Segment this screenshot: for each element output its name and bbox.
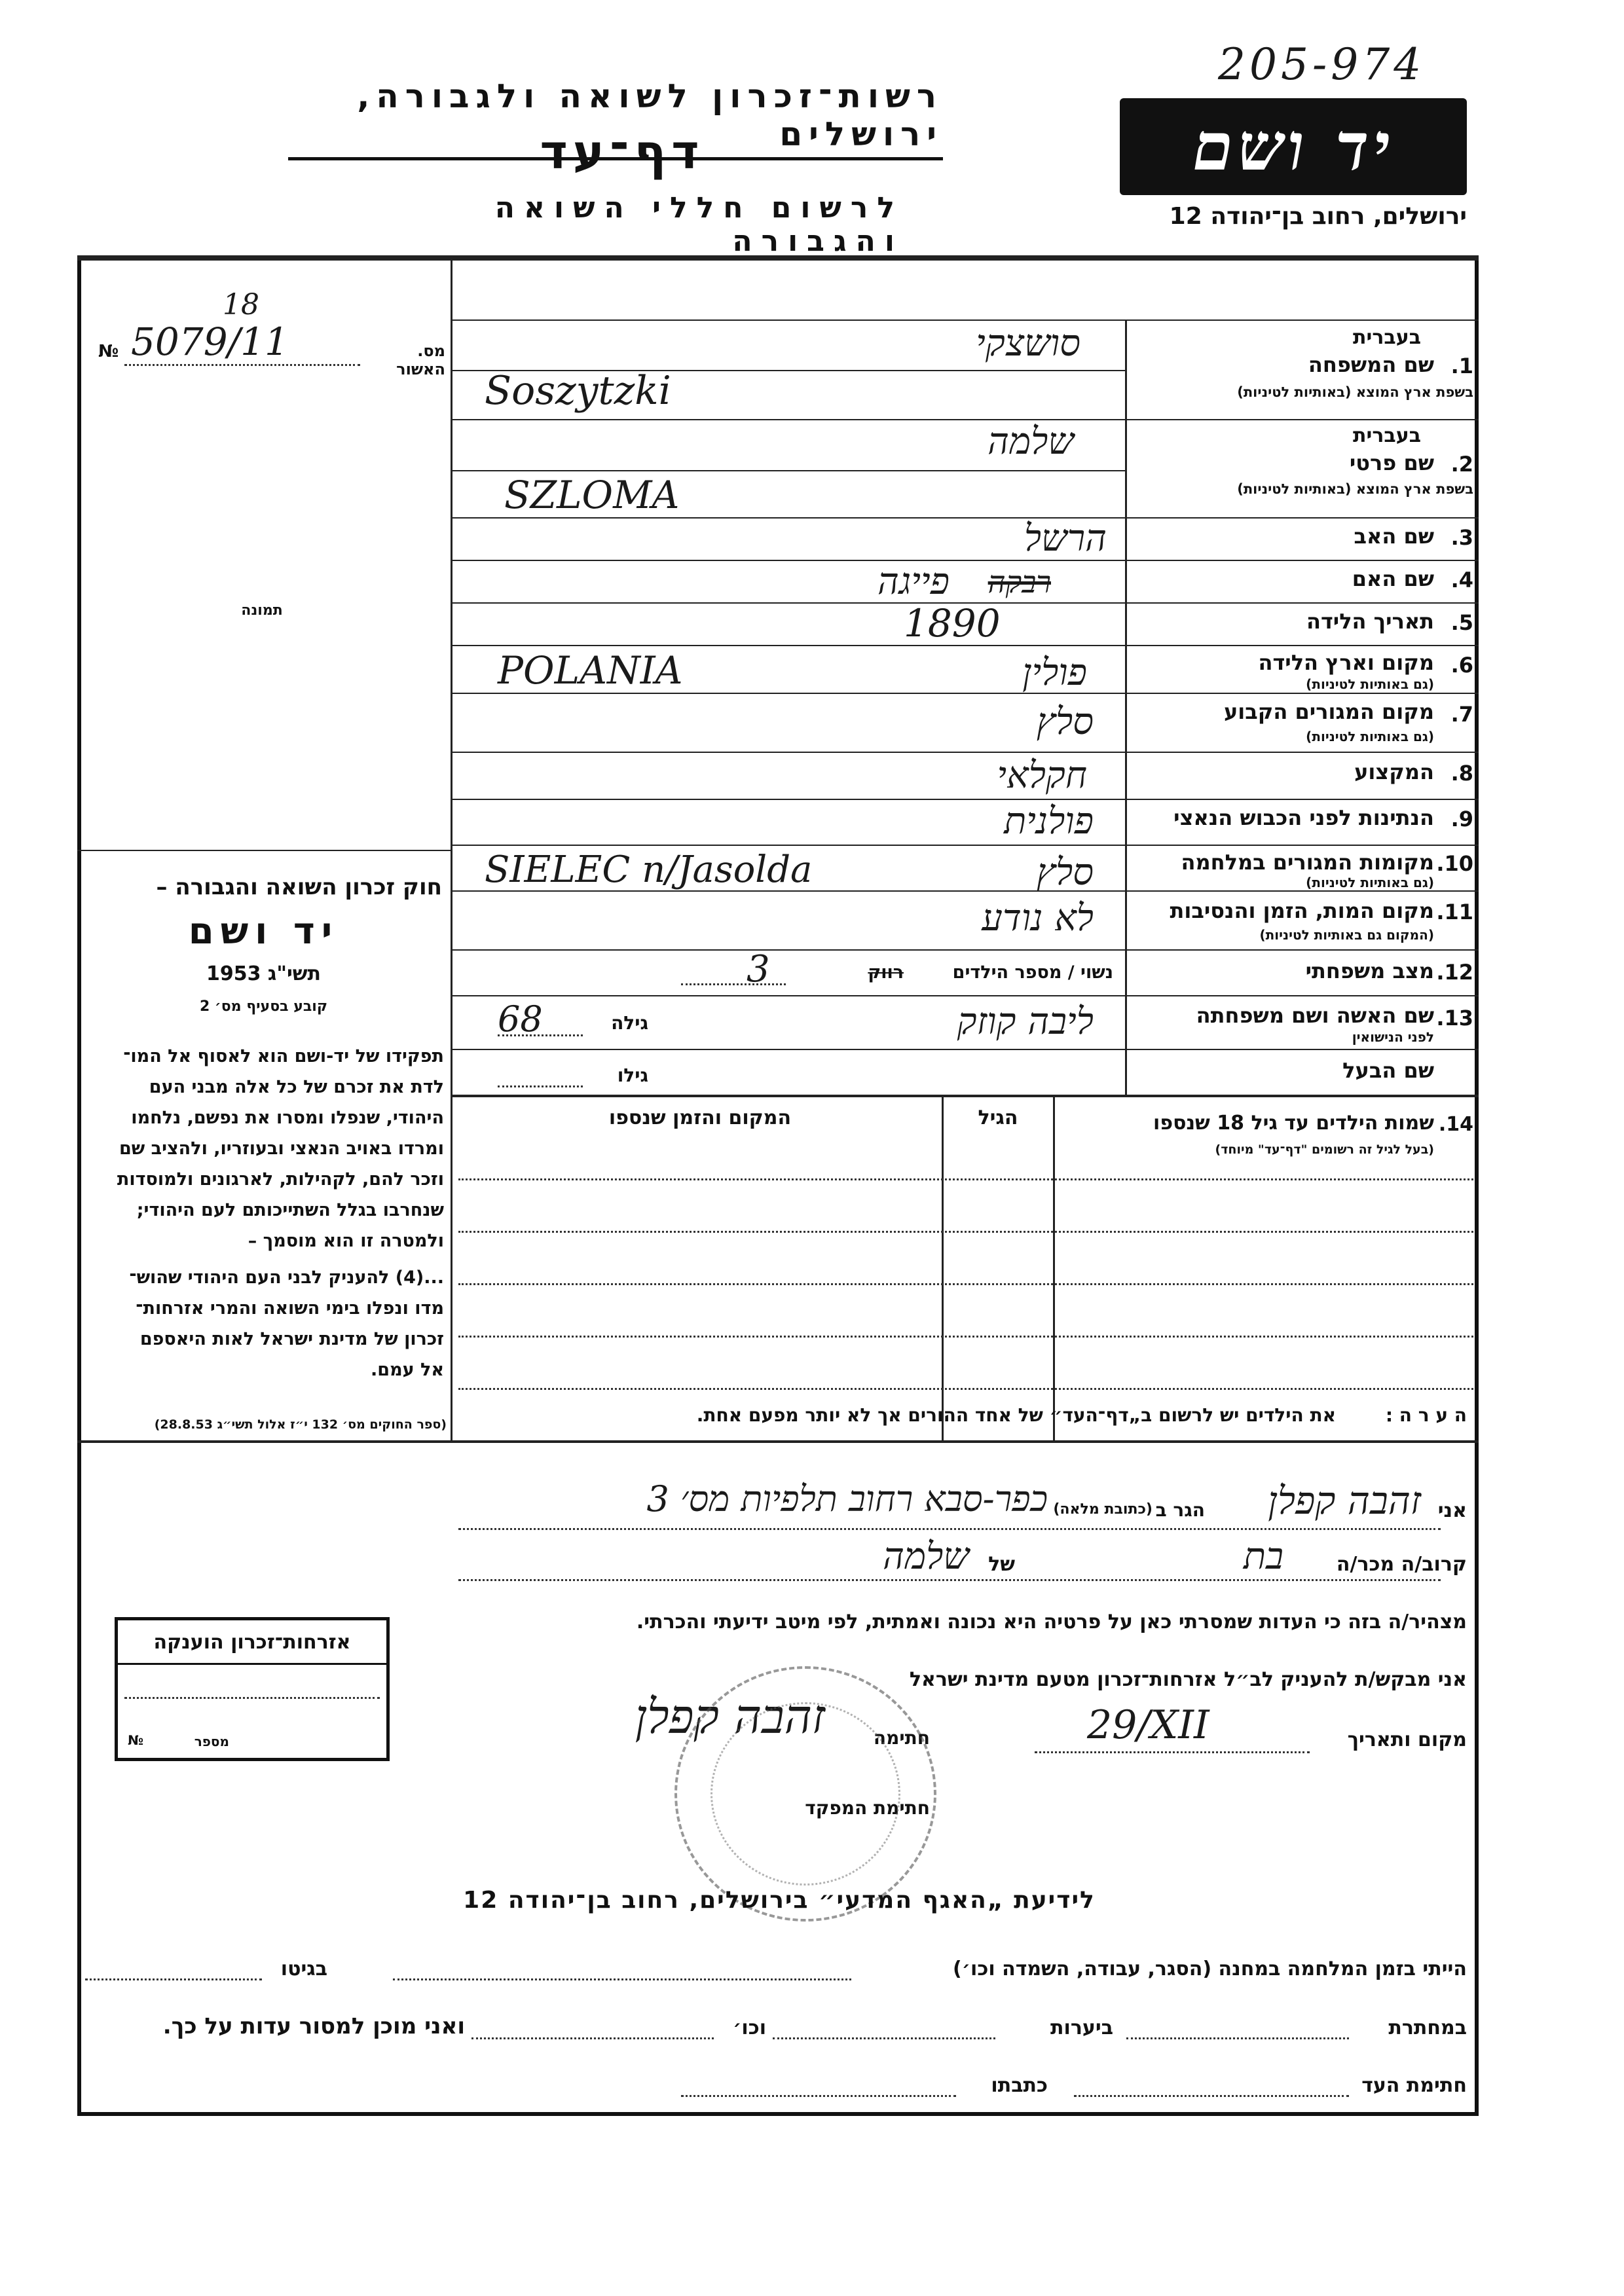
children-label: שמות הילדים עד גיל 18 שנספו	[1153, 1112, 1434, 1135]
field-8-number: 8.	[1450, 761, 1473, 786]
residence-hebrew: סלץ	[1036, 701, 1094, 743]
left-column-divider	[451, 257, 452, 1442]
info-line: לידיעת „האגף המדעי״ בירושלים, רחוב בן־יהודה 12	[463, 1887, 1096, 1914]
profession: חקלאי	[997, 754, 1087, 797]
field-1-number: 1.	[1450, 354, 1473, 378]
place-date-label: מקום ותאריך	[1347, 1728, 1467, 1751]
citizenship-title: אזרחות־זכרון הוענקה	[118, 1620, 386, 1665]
field-6-sub: (גם באותיות לטיניות)	[1306, 676, 1434, 692]
surname-latin: Soszytzki	[485, 368, 671, 414]
husband-age-label: גילו	[617, 1065, 648, 1086]
field-7-label: מקום המגורים הקבוע	[1223, 699, 1434, 724]
field-12-number: 12.	[1436, 960, 1473, 985]
footer-line2-etc: וכו׳	[733, 2016, 766, 2039]
citizenship-number-label: מספר	[194, 1734, 229, 1749]
firstname-hebrew: שלמה	[987, 420, 1074, 463]
citizenship-box	[115, 1617, 390, 1761]
field-2-number: 2.	[1450, 452, 1473, 477]
field-5-label: תאריך הלידה	[1306, 609, 1434, 634]
archive-number: 205-974	[1218, 39, 1426, 90]
husband-label: שם הבעל	[1342, 1058, 1434, 1083]
of-label: של	[988, 1553, 1015, 1576]
field-5-number: 5.	[1450, 610, 1473, 635]
birthplace-hebrew: פולין	[1022, 651, 1087, 694]
field-11-number: 11.	[1436, 900, 1473, 924]
of-value: שלמה	[883, 1535, 969, 1578]
wartime-residence-hebrew: סלץ	[1036, 851, 1094, 894]
declarant-address: כפר-סבא רחוב תלפיות מס׳ 3	[646, 1478, 1048, 1520]
wife-age-label: גילה	[611, 1012, 648, 1034]
citizenship-number-symbol: №	[128, 1732, 144, 1748]
field-3-number: 3.	[1450, 525, 1473, 550]
children-col-age: הגיל	[978, 1106, 1018, 1129]
field-2-hebrew-tag: בעברית	[1353, 424, 1421, 447]
relation-value: בת	[1243, 1535, 1283, 1578]
law-year: תשי"ג 1953	[206, 962, 322, 985]
law-text-clause4: ...(4) להעניק לבני העם היהודי שהוש־ מדו ונפלו בימי השואה והמרי אזרחות־ זכרון של מדינת ישראל לאות היאספם אל עמם.	[129, 1267, 444, 1380]
children-count: 3	[747, 948, 770, 991]
declarant-signature: זהבה קפלן	[635, 1689, 825, 1744]
law-source: (ספר החוקים מס׳ 132 י״ז אלול תשי״ג 28.8.53)	[154, 1417, 447, 1432]
declaration-address-hint: (כתובת מלאה)	[1053, 1501, 1153, 1518]
field-13-number: 13.	[1436, 1006, 1473, 1030]
field-3-label: שם האב	[1354, 524, 1434, 549]
declaration-i-label: אני	[1437, 1499, 1467, 1522]
field-8-label: המקצוע	[1354, 759, 1434, 784]
nationality: פולנית	[1004, 800, 1094, 843]
wartime-residence-latin: SIELEC n/Jasolda	[485, 848, 813, 891]
marital-struck-word: רווק	[868, 962, 904, 983]
relation-label: קרוב/ה מכר/ה	[1336, 1553, 1467, 1576]
law-name: יד ושם	[188, 910, 339, 953]
request-text: אני מבקש/ת להעניק לב״ל אזרחות־זכרון מטעם מדינת ישראל	[909, 1668, 1467, 1691]
field-1-sub: בשפת ארץ המוצא (באותיות לטיניות)	[1237, 384, 1473, 400]
approval-label: מס. האשור	[396, 342, 445, 378]
field-11-label: מקום המות, הזמן והנסיבות	[1170, 898, 1434, 923]
field-13-sub: לפני הנישואין	[1352, 1029, 1434, 1045]
field-10-sub: (גם באותיות לטיניות)	[1306, 875, 1434, 890]
footer-line2-forests: ביערות	[1050, 2016, 1113, 2039]
address: ירושלים, רחוב בן־יהודה 12	[1169, 203, 1467, 230]
logo-text: יד ושם	[1192, 108, 1394, 185]
field-2-label: שם פרטי	[1349, 450, 1434, 475]
signature-label: חתימה	[873, 1727, 930, 1749]
field-10-number: 10.	[1436, 851, 1473, 876]
field-13-label: שם האשה ושם משפחתה	[1196, 1003, 1434, 1028]
law-text-main: תפקידו של יד-ושם הוא לאסוף אל המו־ לדת את זכרם של כל אלה מבני העם היהודי, שנפלו ומסרו את נפשם, נלחמו ומרדו באויב הנאצי ובעוזריו, ולהציב שם וזכר להם, לקהילות, לארגונים ולמוסדות שנחרבו בגלל השתייכותם לעם היהודי; ולמטרה זו הוא מוסמך –	[117, 1046, 444, 1251]
field-1-hebrew-tag: בעברית	[1353, 326, 1421, 349]
footer-line1-ghetto: בגיטו	[280, 1958, 327, 1980]
field-4-number: 4.	[1450, 568, 1473, 592]
label-column-divider	[1125, 319, 1127, 1095]
law-clause: קובע בסעיף מס׳ 2	[199, 998, 328, 1015]
field-4-label: שם האם	[1352, 566, 1434, 591]
field-7-sub: (גם באותיות לטיניות)	[1306, 729, 1434, 744]
stamp-inner-ring	[710, 1702, 900, 1886]
yad-vashem-logo	[1120, 98, 1467, 195]
footer-line1-camp: הייתי בזמן המלחמה במחנה (הסגר, עבודה, השמדה וכו׳)	[953, 1958, 1467, 1980]
form-title: דף־עד	[540, 124, 705, 179]
photo-label: תמונה	[241, 602, 283, 619]
field-2-sub: בשפת ארץ המוצא (באותיות לטיניות)	[1237, 481, 1473, 497]
approval-extra: 18	[223, 288, 259, 321]
place-date-value: 29/XII	[1087, 1702, 1209, 1748]
wife-age: 68	[498, 998, 543, 1040]
form-subtitle: לרשום חללי השואה והגבורה	[494, 191, 904, 258]
verifier-signature-label: חתימת המפקד	[805, 1797, 930, 1819]
declaration-residing: הגר ב	[1155, 1499, 1205, 1521]
field-10-label: מקומות המגורים במלחמה	[1181, 850, 1434, 875]
field-11-sub: (המקום גם באותיות לטיניות)	[1259, 927, 1434, 943]
declarant-name: זהבה קפלן	[1268, 1478, 1421, 1523]
father-name: הרשל	[1024, 517, 1107, 560]
footer-line3-signature: חתימת העד	[1361, 2074, 1467, 2097]
affirmation-text: מצהיר/ה בזה כי העדות שמסרתי כאן על פרטיה היא נכונה ואמתית, לפי מיטב ידיעתי והכרתי.	[636, 1611, 1467, 1633]
approval-number: 5079/11	[131, 319, 289, 364]
field-1-label: שם המשפחה	[1308, 352, 1434, 377]
note-label: ה ע ר ה :	[1385, 1404, 1467, 1426]
firstname-latin: SZLOMA	[504, 473, 680, 517]
wife-name: ליבה קוזק	[957, 1000, 1094, 1043]
authority-name: רשות־זכרון לשואה ולגבורה, ירושלים	[288, 77, 943, 160]
footer-line3-address: כתבתו	[991, 2074, 1048, 2097]
field-9-number: 9.	[1450, 807, 1473, 831]
law-title: חוק זכרון השואה והגבורה –	[156, 874, 442, 900]
marital-inline-label: נשוי / מספר הילדים	[952, 962, 1113, 983]
field-9-label: הנתינות לפני הכבוש הנאצי	[1173, 805, 1434, 830]
children-col-place: המקום והזמן שנספו	[608, 1106, 792, 1129]
surname-hebrew: סושצקי	[976, 322, 1080, 365]
field-12-label: מצב משפחתי	[1305, 958, 1434, 983]
birth-date: 1890	[904, 601, 1001, 646]
death-place: לא נודע	[982, 897, 1094, 939]
field-6-number: 6.	[1450, 653, 1473, 678]
children-sub: (בעל לגיל זה רשומים "דף־עד" מיוחד)	[1215, 1142, 1434, 1157]
birthplace-latin: POLANIA	[498, 648, 683, 693]
footer-line2-willing: ואני מוכן למסור עדות על כך.	[162, 2013, 465, 2039]
note-text: את הילדים יש לרשום ב„דף־העד״ של אחד ההורים אך לא יותר מפעם אחת.	[696, 1404, 1336, 1426]
mother-name-struck: רבקה	[987, 564, 1051, 600]
footer-line2-underground: במחתרת	[1388, 2016, 1467, 2039]
approval-symbol: №	[98, 342, 119, 361]
mother-name: פייגה	[877, 560, 950, 603]
children-number: 14.	[1438, 1113, 1473, 1136]
field-6-label: מקום וארץ הלידה	[1258, 650, 1434, 675]
field-7-number: 7.	[1450, 702, 1473, 727]
